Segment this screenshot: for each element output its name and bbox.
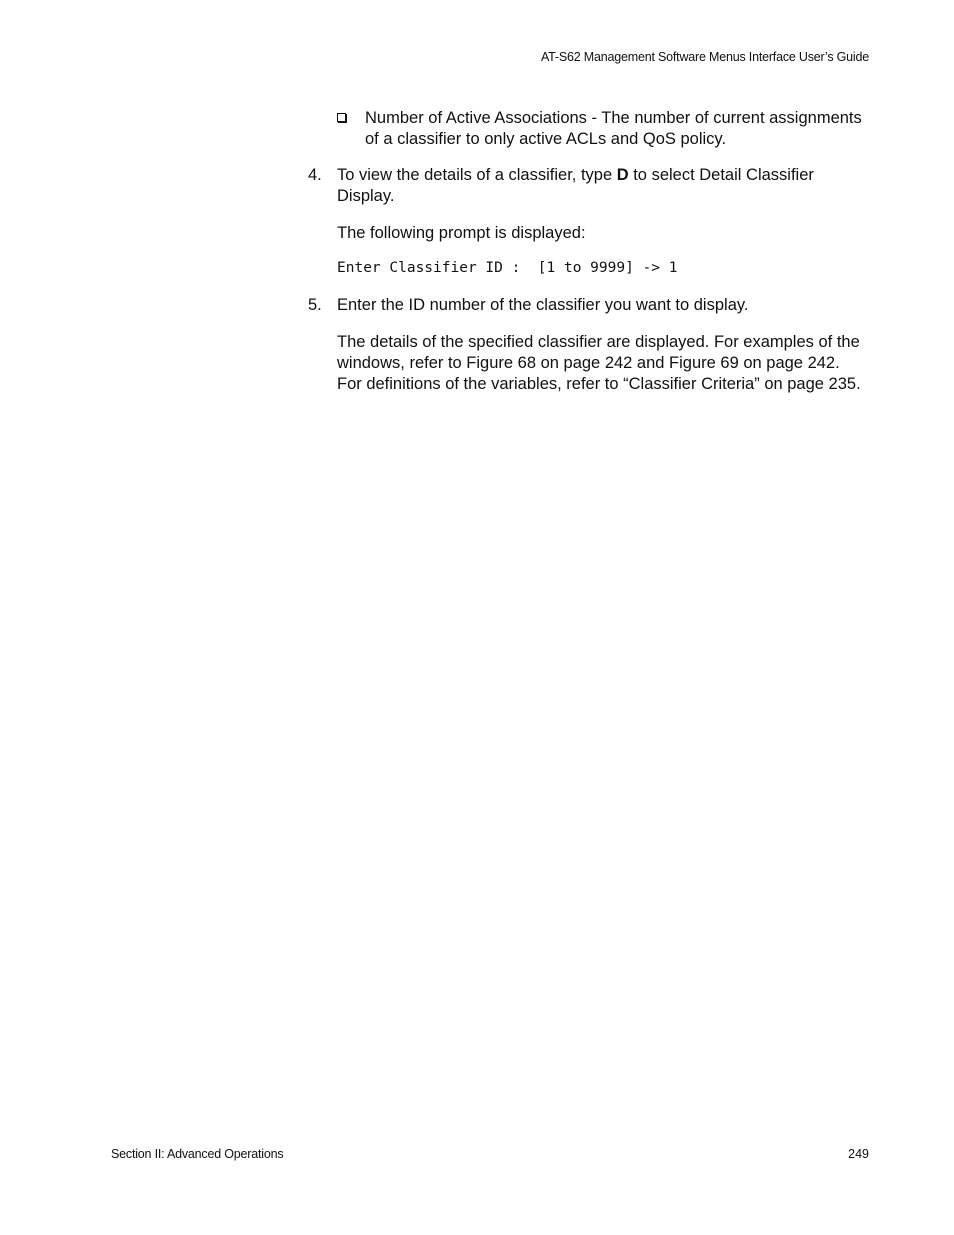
step-4 [308, 165, 868, 207]
page-number: 249 [848, 1147, 869, 1161]
details-paragraph: The details of the specified classifier are displayed. For examples of the windows, refer to Figure 68 on page 242 and Figure 69 on page 242. For definitions of the variables, refer to “Classifier Criteria” on page 235. [337, 333, 861, 393]
bullet-text: Number of Active Associations - The number of current assignments of a classifier to only active ACLs and QoS policy. [365, 109, 862, 148]
page-content [308, 108, 868, 409]
step-text-after: to select Detail Classifier Display. [337, 166, 814, 205]
bold-key: D [616, 166, 629, 184]
step-text-before: To view the details of a classifier, type [337, 166, 617, 184]
step-5 [308, 295, 868, 316]
step-number: 5. [308, 296, 322, 314]
list-item [308, 108, 868, 150]
step-text: Enter the ID number of the classifier you want to display. [337, 296, 749, 314]
footer-section: Section II: Advanced Operations [111, 1147, 284, 1161]
code-prompt: Enter Classifier ID : [1 to 9999] -> 1 [337, 260, 678, 276]
checkbox-bullet-icon [337, 113, 346, 122]
step-number: 4. [308, 166, 322, 184]
running-header: AT-S62 Management Software Menus Interface User’s Guide [540, 50, 869, 64]
prompt-intro: The following prompt is displayed: [337, 224, 586, 242]
